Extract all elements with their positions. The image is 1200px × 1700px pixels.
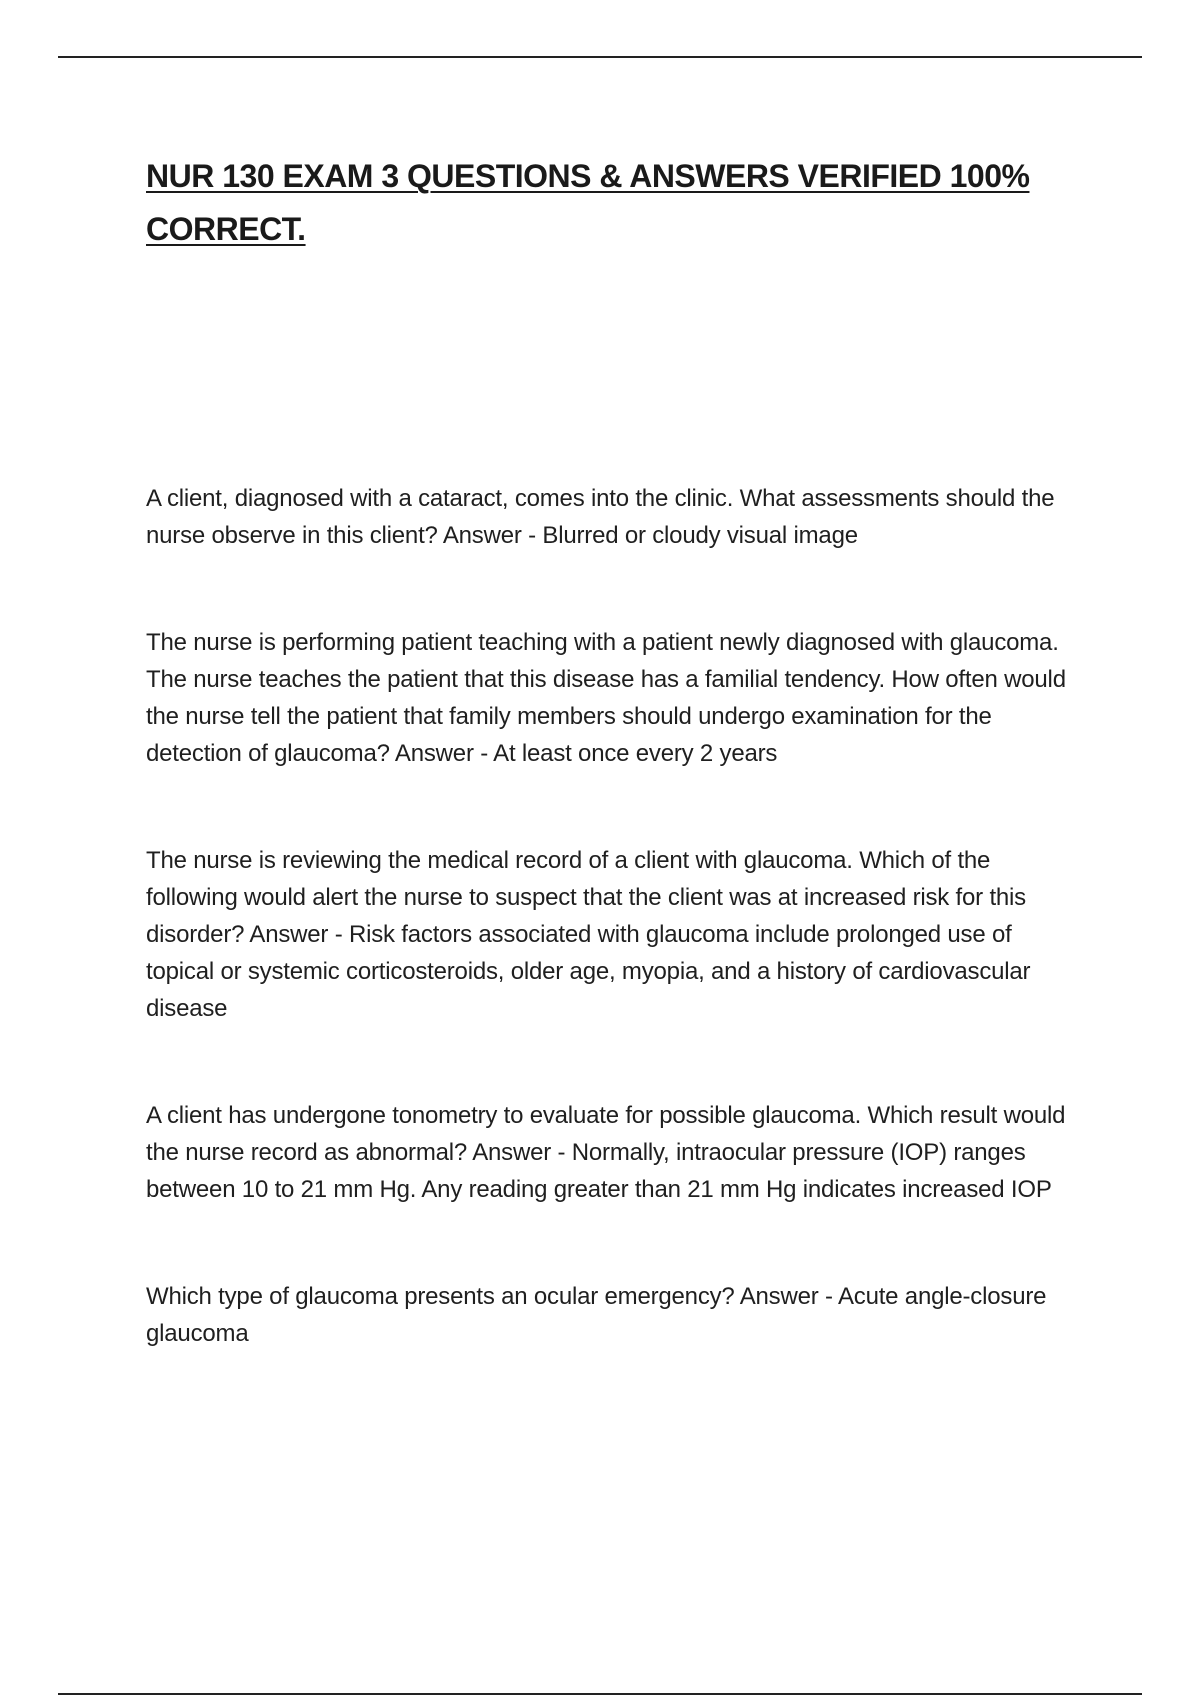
footer-rule: [58, 1693, 1142, 1695]
qa-item: The nurse is performing patient teaching with a patient newly diagnosed with glaucoma. The nurse teaches the patient that this disease has a familial tendency. How often would the nurse tell the patient that family members should undergo examination for the detection of glaucoma? Answer - At least once every 2 years: [146, 629, 1066, 767]
qa-item: The nurse is reviewing the medical record of a client with glaucoma. Which of the following would alert the nurse to suspect that the client was at increased risk for this disorder? Answer - Risk factors associated with glaucoma include prolonged use of topical or systemic corticosteroids, older age, myopia, and a history of cardiovascular disease: [146, 847, 1031, 1022]
qa-list: [146, 480, 1066, 1422]
qa-item: A client has undergone tonometry to evaluate for possible glaucoma. Which result would the nurse record as abnormal? Answer - Normally, intraocular pressure (IOP) ranges between 10 to 21 mm Hg. Any reading greater than 21 mm Hg indicates increased IOP: [146, 1102, 1066, 1203]
header-rule: [58, 56, 1142, 58]
document-title: NUR 130 EXAM 3 QUESTIONS & ANSWERS VERIFIED 100% CORRECT.: [146, 158, 1030, 247]
qa-item: A client, diagnosed with a cataract, comes into the clinic. What assessments should the nurse observe in this client? Answer - Blurred or cloudy visual image: [146, 485, 1055, 549]
qa-item: Which type of glaucoma presents an ocular emergency? Answer - Acute angle-closure glaucoma: [146, 1283, 1047, 1347]
